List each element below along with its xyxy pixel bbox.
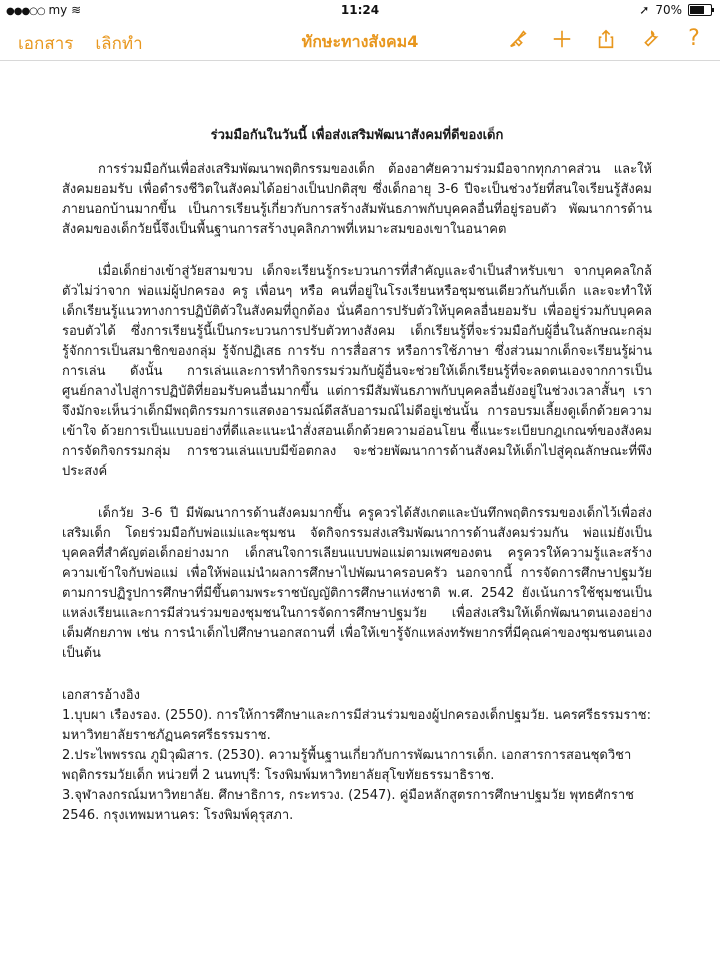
share-icon[interactable] (594, 28, 618, 52)
references-title: เอกสารอ้างอิง (62, 688, 140, 703)
reference-item: 3.จุฬาลงกรณ์มหาวิทยาลัย. ศึกษาธิการ, กระทรวง. (2547). คู่มือหลักสูตรการศึกษาปฐมวัย พุทธศักราช 2546. กรุงเทพมหานคร: โรงพิมพ์คุรุสภา. (62, 788, 634, 823)
location-arrow-icon: ➚ (639, 3, 650, 17)
document-heading: ร่วมมือกันในวันนี้ เพื่อส่งเสริมพัฒนาสังคมที่ดีของเด็ก (210, 128, 504, 143)
paragraph-1: การร่วมมือกันเพื่อส่งเสริมพัฒนาพฤติกรรมของเด็ก ต้องอาศัยความร่วมมือจากทุกภาคส่วน และให้สังคมยอมรับ เพื่อดำรงชีวิตในสังคมได้อย่างเป็นปกติสุข ซึ่งเด็กอายุ 3-6 ปีจะเป็นช่วงวัยที่สนใจเรียนรู้สังคมภายนอกบ้านมากขึ้น เป็นการเรียนรู้เกี่ยวกับการสร้างสัมพันธภาพกับบุคคลอื่นที่อยู่รอบตัว พัฒนาการด้านสังคมของเด็กวัยนี้จึงเป็นพื้นฐานการสร้างบุคลิกภาพที่เหมาะสมของเขาในอนาคต (62, 162, 652, 237)
status-bar (0, 0, 720, 20)
brush-icon[interactable] (506, 28, 530, 52)
document-body[interactable] (62, 126, 652, 826)
reference-item: 1.บุบผา เรืองรอง. (2550). การให้การศึกษาและการมีส่วนร่วมของผู้ปกครองเด็กปฐมวัย. นครศรีธรรมราช: มหาวิทยาลัยราชภัฏนครศรีธรรมราช. (62, 708, 651, 743)
document-title: ทักษะทางสังคม4 (301, 32, 419, 51)
wifi-icon: ≋ (71, 3, 82, 17)
carrier-name: my (48, 3, 68, 17)
documents-button[interactable]: เอกสาร (18, 34, 74, 54)
wrench-icon[interactable] (638, 28, 662, 52)
add-icon[interactable] (550, 28, 574, 52)
paragraph-2: เมื่อเด็กย่างเข้าสู่วัยสามขวบ เด็กจะเรียนรู้กระบวนการที่สำคัญและจำเป็นสำหรับเขา จากบุคคลใกล้ตัวไม่ว่าจาก พ่อแม่ผู้ปกครอง ครู เพื่อนๆ หรือ คนที่อยู่ในโรงเรียนหรือชุมชนเดียวกันกับเด็ก และจะทำให้เด็กเรียนรู้แนวทางการปฏิบัติตัวในสังคมที่ถูกต้อง นั่นคือการปรับตัวให้บุคคลอื่นยอมรับ เพื่ออยู่ร่วมกับบุคคลรอบตัวได้ ซึ่งการเรียนรู้นี้เป็นกระบวนการปรับตัวทางสังคม เด็กเรียนรู้ที่จะร่วมมือกับผู้อื่นในลักษณะกลุ่ม รู้จักการเป็นสมาชิกของกลุ่ม รู้จักปฏิเสธ การรับ การสื่อสาร หรือการใช้ภาษา ซึ่งส่วนมากเด็กจะเรียนรู้ผ่านการเล่น ดังนั้น การเล่นและการทำกิจกรรมร่วมกับผู้อื่นจะช่วยให้เด็กเรียนรู้ที่จะลดตนเองจากการเป็นศูนย์กลางไปสู่การปฏิบัติที่ยอมรับคนอื่นมากขึ้น แต่การมีสัมพันธภาพกับบุคคลอื่นยังอยู่ในช่วงเวลาสั้นๆ เราจึงมักจะเห็นว่าเด็กมีพฤติกรรมการแสดงอารมณ์ดีสลับอารมณ์ไม่ดีอยู่เช่นนั้น การอบรมเลี้ยงดูเด็กด้วยความเข้าใจ ด้วยการเป็นแบบอย่างที่ดีและแนะนำสั่งสอนเด็กด้วยความอ่อนโยน ชี้แนะระเบียบกฎเกณฑ์ของสังคม การจัดกิจกรรมกลุ่ม การชวนเล่นแบบมีข้อตกลง จะช่วยพัฒนาการด้านสังคมให้เด็กไปสู่คุณลักษณะที่พึงประสงค์ (62, 264, 652, 479)
battery-icon (688, 4, 712, 16)
status-right (639, 3, 712, 17)
toolbar-right (506, 28, 706, 52)
paragraph-3: เด็กวัย 3-6 ปี มีพัฒนาการด้านสังคมมากขึ้น ครูควรได้สังเกตและบันทึกพฤติกรรมของเด็กไว้เพื่อส่งเสริมเด็ก โดยร่วมมือกับพ่อแม่และชุมชน จัดกิจกรรมส่งเสริมพัฒนาการด้านสังคมร่วมกัน พ่อแม่ยังเป็นบุคคลที่สำคัญต่อเด็กอย่างมาก เด็กสนใจการเลียนแบบพ่อแม่ตามเพศของตน ครูควรให้ความรู้และสร้างความเข้าใจกับพ่อแม่ เพื่อให้พ่อแม่นำผลการศึกษาไปพัฒนาครอบครัว นอกจากนี้ การจัดการศึกษาปฐมวัยตามการปฏิรูปการศึกษาที่มีขึ้นตามพระราชบัญญัติการศึกษาแห่งชาติ พ.ศ. 2542 ยังเน้นการใช้ชุมชนเป็นแหล่งเรียนและการมีส่วนร่วมของชุมชนในการจัดการศึกษาปฐมวัย เพื่อส่งเสริมให้เด็กพัฒนาตนเองอย่างเต็มศักยภาพ เช่น การนำเด็กไปศึกษานอกสถานที่ เพื่อให้เขารู้จักแหล่งทรัพยากรที่มีคุณค่าของชุมชนตนเอง เป็นต้น (62, 506, 652, 661)
help-icon[interactable]: ? (688, 26, 700, 51)
toolbar (0, 20, 720, 61)
reference-item: 2.ประไพพรรณ ภูมิวุฒิสาร. (2530). ความรู้พื้นฐานเกี่ยวกับการพัฒนาการเด็ก. เอกสารการสอนชุดวิชาพฤติกรรมวัยเด็ก หน่วยที่ 2 นนทบุรี: โรงพิมพ์มหาวิทยาลัยสุโขทัยธรรมาธิราช. (62, 748, 632, 783)
signal-dots-icon: ●●●○○ (6, 6, 45, 17)
battery-percent: 70% (655, 3, 682, 17)
clock: 11:24 (340, 3, 380, 17)
undo-button[interactable]: เลิกทำ (95, 34, 143, 54)
